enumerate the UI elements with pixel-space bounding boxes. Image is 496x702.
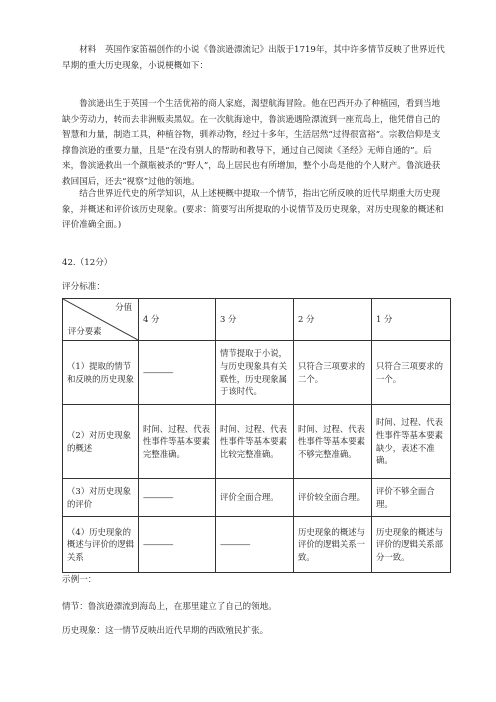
table-cell: 时间、过程、代表性事件等基本要素完整准确。	[139, 405, 216, 479]
header-cell: 3 分	[216, 299, 294, 341]
table-cell: 历史现象的概述与评价的逻辑关系部分一致。	[372, 517, 451, 573]
table-corner-cell	[63, 299, 139, 341]
row-label: （4）历史现象的概述与评价的逻辑关系	[63, 517, 139, 573]
header-cell: 2 分	[294, 299, 372, 341]
table-row	[63, 517, 451, 573]
row-label: （1）提取的情节和反映的历史现象	[63, 341, 139, 405]
corner-bottom-label: 评分要素	[68, 326, 102, 337]
table-cell: 时间、过程、代表性事件等基本要素比较完整准确。	[216, 405, 294, 479]
summary-paragraph: 鲁滨逊出生于英国一个生活优裕的商人家庭，渴望航海冒险。他在巴西开办了种植园，看到当地缺少劳动力，转而去非洲贩卖黑奴。在一次航海途中，鲁滨逊遇险漂流到一座荒岛上，他凭借自己的智慧和力量，制造工具，种植谷物，驯养动物，经过十多年，生活居然“过得很富裕”。宗教信仰是支撑鲁滨逊的重要力量，且是“在没有别人的帮助和教导下，通过自己阅读《圣经》无师自通的”。后来，鲁滨逊救出一个颜瓶被杀的“野人”，岛上居民也有所增加，整个小岛是他的个人财产。鲁滨逊获救回国后，还去“视察”过他的领地。	[62, 99, 441, 187]
header-cell: 1 分	[372, 299, 451, 341]
table-row	[63, 405, 451, 479]
example-episode: 情节：鲁滨逊漂流到海岛上，在那里建立了自己的领地。	[62, 602, 277, 612]
table-cell: ————	[139, 341, 216, 405]
table-cell: 时间、过程、代表性事件等基本要素缺少，表述不准确。	[372, 405, 451, 479]
table-cell: 评价较全面合理。	[294, 479, 372, 517]
material-paragraph: 材料 英国作家笛福创作的小说《鲁滨逊漂流记》出版于1719年，其中许多情节反映了世界近代早期的重大历史现象，小说梗概如下：	[62, 45, 445, 71]
row-label: （3）对历史现象的评价	[63, 479, 139, 517]
table-row	[63, 341, 451, 405]
table-cell: ————	[216, 517, 294, 573]
example-heading: 示例一：	[62, 575, 97, 585]
table-cell: 只符合三项要求的一个。	[372, 341, 451, 405]
scoring-table	[62, 298, 451, 573]
table-cell: ————	[139, 517, 216, 573]
row-label: （2）对历史现象的概述	[63, 405, 139, 479]
table-cell: 评价不够全面合理。	[372, 479, 451, 517]
table-cell: 评价全面合理。	[216, 479, 294, 517]
example-phenomenon: 历史现象：这一情节反映出近代早期的西欧殖民扩张。	[62, 626, 269, 636]
table-cell: ————	[139, 479, 216, 517]
table-header-row	[63, 299, 451, 341]
table-row	[63, 479, 451, 517]
corner-top-label: 分值	[115, 302, 132, 312]
criteria-heading: 评分标准：	[62, 282, 105, 292]
table-cell: 历史现象的概述与评价的逻辑关系一致。	[294, 517, 372, 573]
table-cell: 时间、过程、代表性事件等基本要素不够完整准确。	[294, 405, 372, 479]
header-cell: 4 分	[139, 299, 216, 341]
table-cell: 只符合三项要求的二个。	[294, 341, 372, 405]
question-number: 42.（12分）	[62, 258, 113, 268]
table-cell: 情节提取于小说，与历史现象具有关联性，历史现象属于该时代。	[216, 341, 294, 405]
question-paragraph: 结合世界近代史的所学知识，从上述梗概中提取一个情节，指出它所反映的近代早期重大历史现象，并概述和评价该历史现象。(要求：简要写出所提取的小说情节及历史现象，对历史现象的概述和评价准确全面。)	[62, 189, 444, 231]
